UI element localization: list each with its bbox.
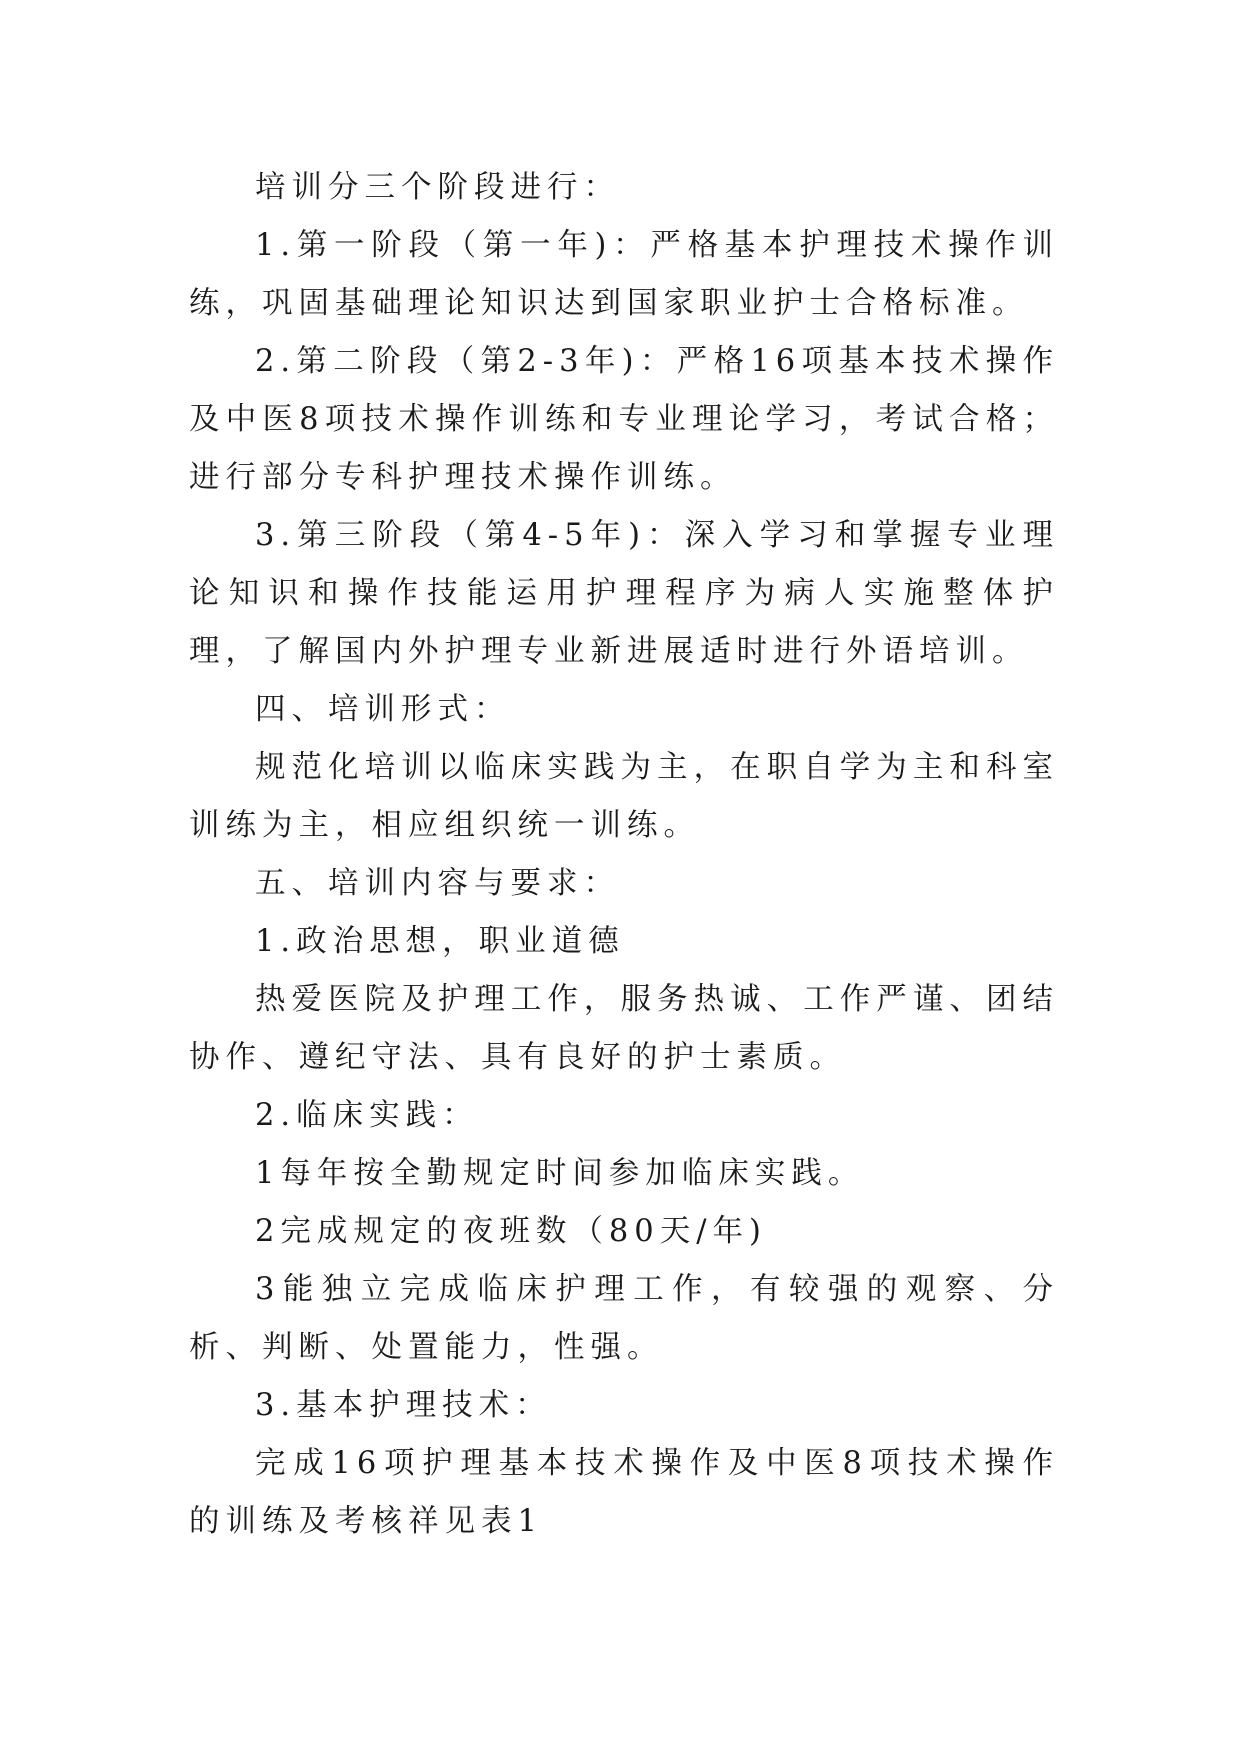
paragraph-training-form: 规范化培训以临床实践为主，在职自学为主和科室训练为主，相应组织统一训练。 — [189, 750, 1059, 843]
list-item-attendance: 1每年按全勤规定时间参加临床实践。 — [255, 1156, 865, 1191]
paragraph-stage-one: 1.第一阶段（第一年)：严格基本护理技术操作训练，巩固基础理论知识达到国家职业护士合格标准。 — [189, 228, 1059, 321]
heading-clinical-practice: 2.临床实践： — [255, 1098, 479, 1133]
list-item-night-shifts: 2完成规定的夜班数（80天/年) — [255, 1214, 767, 1249]
document-body — [189, 159, 1059, 1551]
paragraph-stage-two: 2.第二阶段（第2-3年)：严格16项基本技术操作及中医8项技术操作训练和专业理论学习，考试合格；进行部分专科护理技术操作训练。 — [189, 344, 1059, 495]
paragraph-political-ethics: 热爱医院及护理工作，服务热诚、工作严谨、团结协作、遵纪守法、具有良好的护士素质。 — [189, 982, 1059, 1075]
paragraph-stage-three: 3.第三阶段（第4-5年)：深入学习和掌握专业理论知识和操作技能运用护理程序为病人实施整体护理，了解国内外护理专业新进展适时进行外语培训。 — [189, 518, 1059, 669]
paragraph-training-stages-intro: 培训分三个阶段进行： — [255, 170, 620, 205]
list-item-independent-work: 3能独立完成临床护理工作，有较强的观察、分析、判断、处置能力，性强。 — [189, 1272, 1059, 1365]
paragraph-basic-nursing-skills: 完成16项护理基本技术操作及中医8项技术操作的训练及考核祥见表1 — [189, 1446, 1059, 1539]
heading-political-ethics: 1.政治思想，职业道德 — [255, 924, 625, 959]
heading-training-form: 四、培训形式： — [255, 692, 511, 727]
heading-training-content: 五、培训内容与要求： — [255, 866, 620, 901]
heading-basic-nursing-skills: 3.基本护理技术： — [255, 1388, 552, 1423]
